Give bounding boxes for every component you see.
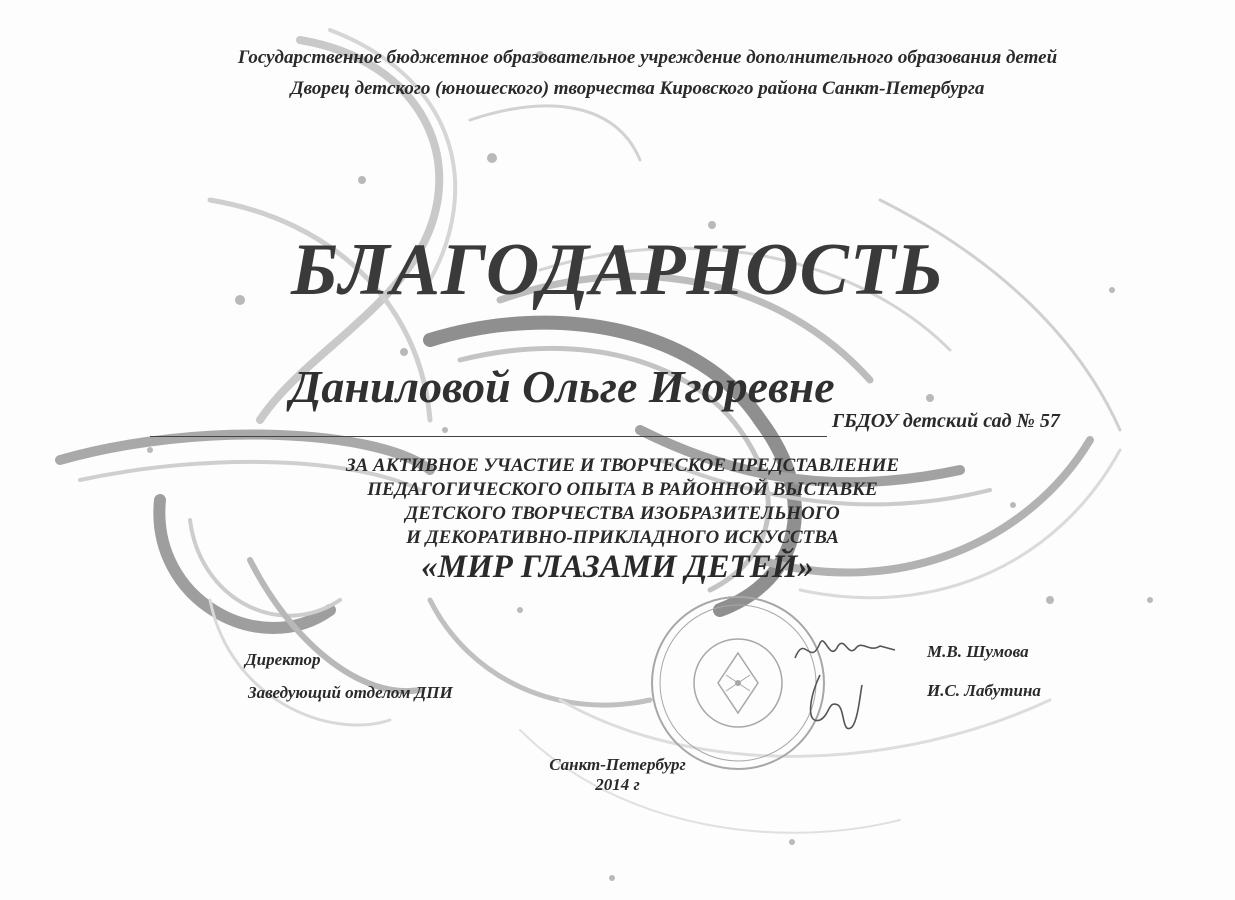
director-label: Директор bbox=[245, 650, 321, 669]
city: Санкт-Петербург bbox=[549, 755, 686, 774]
department-head-signature bbox=[800, 665, 870, 750]
recipient-organization: ГБДОУ детский сад № 57 bbox=[832, 410, 1060, 432]
reason-line: ДЕТСКОГО ТВОРЧЕСТВА ИЗОБРАЗИТЕЛЬНОГО bbox=[405, 503, 840, 524]
organization-name-line2: Дворец детского (юношеского) творчества Кировского района Санкт-Петербурга bbox=[290, 78, 985, 99]
director-name: М.В. Шумова bbox=[927, 642, 1029, 661]
reason-line: ЗА АКТИВНОЕ УЧАСТИЕ И ТВОРЧЕСКОЕ ПРЕДСТАВЛЕНИЕ bbox=[345, 455, 900, 476]
department-head-name: И.С. Лабутина bbox=[927, 681, 1041, 700]
reason-line: И ДЕКОРАТИВНО-ПРИКЛАДНОГО ИСКУССТВА bbox=[406, 527, 839, 548]
organization-name-line1: Государственное бюджетное образовательное учреждение дополнительного образования детей bbox=[237, 47, 1058, 68]
reason-line: ПЕДАГОГИЧЕСКОГО ОПЫТА В РАЙОННОЙ ВЫСТАВКЕ bbox=[367, 479, 878, 500]
certificate-title: БЛАГОДАРНОСТЬ bbox=[290, 229, 945, 311]
department-head-label: Заведующий отделом ДПИ bbox=[248, 683, 453, 702]
year: 2014 г bbox=[595, 775, 640, 794]
recipient-name: Даниловой Ольге Игоревне bbox=[290, 361, 835, 412]
recipient-underline bbox=[150, 436, 827, 437]
event-name: «МИР ГЛАЗАМИ ДЕТЕЙ» bbox=[421, 549, 814, 585]
